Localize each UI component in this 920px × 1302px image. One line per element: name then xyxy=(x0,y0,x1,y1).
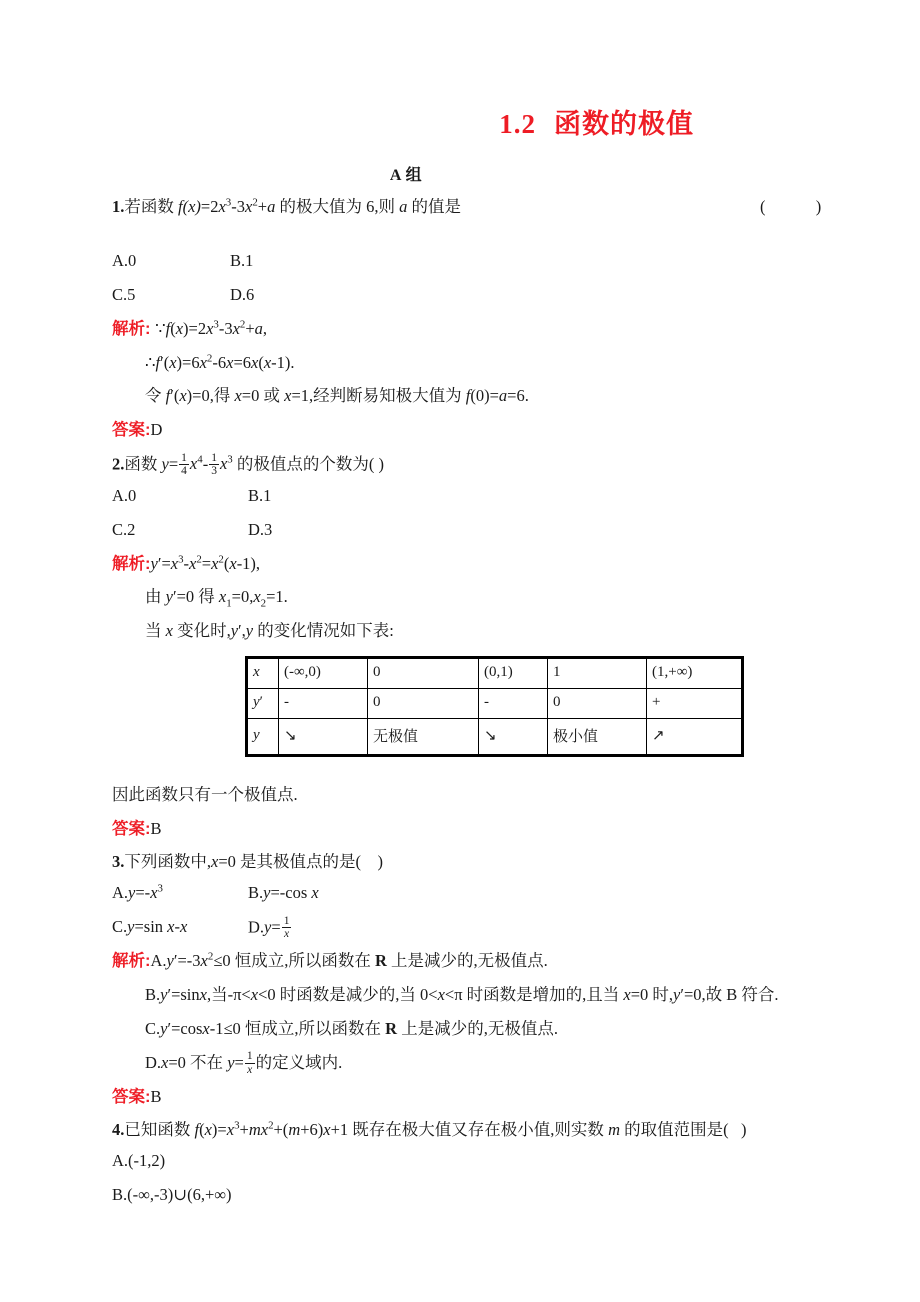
option-3c-label: C. xyxy=(112,917,128,937)
table-cell-r2c6: + xyxy=(647,688,743,718)
question-3-solution-line-2 xyxy=(112,983,812,1008)
table-cell-r2c5: 0 xyxy=(548,688,647,718)
table-cell-r3c5: 极小值 xyxy=(548,718,647,755)
table-cell-r3c1: y xyxy=(247,718,279,755)
option-1c[interactable]: C.5 xyxy=(112,285,136,305)
option-3c[interactable]: C.y=sin x-x xyxy=(112,917,188,937)
option-3b-label: B. xyxy=(248,883,264,903)
table-cell-r3c4: ↘ xyxy=(479,718,548,755)
solution-3-body-2: B.y′=sinx,当-π<x<0 时函数是减少的,当 0<x<π 时函数是增加的,且当 x=0 时,y′=0,故 B 符合. xyxy=(145,984,779,1004)
solution-3-body-1: $A.y'=-3x^2\le 0$ 恒成立,所以函数在 R 上是减少的,无极值点. xyxy=(150,950,548,971)
question-2-solution-line-1 xyxy=(112,552,812,577)
question-4-option-b[interactable] xyxy=(112,1183,812,1208)
solution-2-body-3: 当 x 变化时,y′,y 的变化情况如下表: xyxy=(145,621,394,641)
question-2-conclusion xyxy=(112,783,812,808)
question-4-stem xyxy=(112,1118,812,1142)
question-2-x4: $x^4$ xyxy=(189,453,203,474)
question-1-eq: $=2x^3-3x^2+a$ 的极大值为 6,则 a 的值是 xyxy=(200,196,461,217)
option-3d-label: D. xyxy=(248,917,265,937)
question-1-solution-line-2 xyxy=(112,351,812,376)
solution-2-body-2: 由 y′=0 得 $x_1=0,x_2=1$. xyxy=(145,587,288,610)
table-cell-r3c2: ↘ xyxy=(279,718,368,755)
question-2-options-row-1 xyxy=(112,484,812,509)
table-cell-r2c1: y′ xyxy=(247,688,279,718)
solution-1-body-2: $\therefore f'(x)=6x^2-6x=6x(x-1)$. xyxy=(145,352,295,372)
table-cell-r2c2: - xyxy=(279,688,368,718)
question-4-option-a[interactable] xyxy=(112,1149,812,1174)
table-cell-r1c4: (0,1) xyxy=(479,657,548,688)
question-3-solution-line-1 xyxy=(112,949,812,974)
table-cell-r1c5: 1 xyxy=(548,657,647,688)
question-2-fraction-1: $\frac{1}{4}$ xyxy=(181,451,187,477)
question-2-stem xyxy=(112,452,812,477)
solution-label-3: 解析: xyxy=(112,952,151,971)
question-2-x3: $x^3$ xyxy=(219,453,233,474)
table-cell-r3c3: 无极值 xyxy=(368,718,479,755)
table-cell-r2c4: - xyxy=(479,688,548,718)
variation-table-wrapper xyxy=(245,656,812,757)
question-2-solution-line-2 xyxy=(112,585,812,610)
question-3-options-row-2 xyxy=(112,915,812,940)
conclusion-2-text: 因此函数只有一个极值点. xyxy=(112,784,298,804)
option-1a[interactable]: A.0 xyxy=(112,251,137,271)
solution-3-fraction: $\frac{1}{x}$ xyxy=(246,1050,253,1076)
option-3d[interactable]: D.y= $\frac{1}{x}$ xyxy=(248,914,290,941)
question-4-number: 4. xyxy=(112,1120,125,1140)
solution-3-body-4: D.x=0 不在 y= $\frac{1}{x}$ 的定义域内. xyxy=(145,1050,343,1076)
question-2-stem-pre: 函数 y= xyxy=(124,454,179,474)
option-2a[interactable]: A.0 xyxy=(112,486,137,506)
option-4a: A.(-1,2) xyxy=(112,1151,166,1171)
solution-3-body-3: C.y′=cosx-1≤0 恒成立,所以函数在 R 上是减少的,无极值点. xyxy=(145,1018,558,1038)
option-3a-label: A. xyxy=(112,883,129,903)
question-3-solution-line-4 xyxy=(112,1050,812,1075)
question-1-stem xyxy=(112,195,836,219)
question-2-options-row-2 xyxy=(112,518,812,543)
option-3b[interactable]: B.y=-cos x xyxy=(248,883,319,903)
table-cell-r1c2: (-∞,0) xyxy=(279,657,368,688)
question-2-stem-post: 的极值点的个数为( ) xyxy=(232,454,384,474)
question-3-answer xyxy=(112,1085,812,1110)
option-4b: B.(-∞,-3)∪(6,+∞) xyxy=(112,1185,232,1205)
table-cell-r2c3: 0 xyxy=(368,688,479,718)
page-content xyxy=(112,108,836,1217)
question-1-stem-pre: 若函数 xyxy=(124,197,178,217)
solution-label-2: 解析: xyxy=(112,554,151,573)
question-1-number: 1. xyxy=(112,197,125,217)
table-cell-r3c6: ↗ xyxy=(647,718,743,755)
option-3a[interactable]: $A.y=-x^3$ xyxy=(112,882,163,903)
variation-table xyxy=(245,656,744,757)
solution-2-body-1: $y'=x^3-x^2=x^2(x-1)$, xyxy=(150,553,261,573)
table-cell-r1c6: (1,+∞) xyxy=(647,657,743,688)
option-2c[interactable]: C.2 xyxy=(112,519,136,539)
solution-1-body-1: $\because f(x)=2x^3-3x^2+a$, xyxy=(155,318,268,338)
question-1-answer xyxy=(112,418,812,443)
option-1d[interactable]: D.6 xyxy=(230,285,255,305)
question-1-solution-line-3 xyxy=(112,384,812,409)
table-cell-r1c1: x xyxy=(247,657,279,688)
group-heading: A 组 xyxy=(389,167,423,185)
option-2d[interactable]: D.3 xyxy=(248,519,273,539)
question-2-answer xyxy=(112,817,812,842)
option-2b[interactable]: B.1 xyxy=(248,486,272,506)
question-1-options-row-1 xyxy=(112,249,812,274)
answer-label-3: 答案: xyxy=(112,1087,151,1106)
answer-3-value: B xyxy=(150,1086,162,1106)
question-3-stem xyxy=(112,850,812,874)
option-3d-fraction: $\frac{1}{x}$ xyxy=(283,914,290,941)
question-4-stem-text: 已知函数 $f(x)=x^3+mx^2+(m+6)x+1$ 既存在极大值又存在极小值,则实数 m 的取值范围是( ) xyxy=(124,1119,747,1140)
question-1-solution-line-1 xyxy=(112,317,812,342)
question-3-number: 3. xyxy=(112,852,125,872)
option-1b[interactable]: B.1 xyxy=(230,251,254,271)
answer-label-2: 答案: xyxy=(112,819,151,838)
question-2-minus: - xyxy=(202,454,209,474)
answer-label-1: 答案: xyxy=(112,421,151,440)
table-row xyxy=(247,657,743,688)
question-1-fx: f(x) xyxy=(178,197,201,217)
question-2-solution-line-3 xyxy=(112,619,812,644)
page-title xyxy=(112,108,812,140)
answer-1-value: D xyxy=(150,420,163,440)
table-cell-r1c3: 0 xyxy=(368,657,479,688)
question-3-solution-line-3 xyxy=(112,1017,812,1042)
table-row xyxy=(247,688,743,718)
question-1-options-row-2 xyxy=(112,283,812,308)
question-1-answer-parens: ( ) xyxy=(760,197,836,217)
table-row xyxy=(247,718,743,755)
answer-2-value: B xyxy=(150,818,162,838)
page-title-number: 1.2 xyxy=(499,109,536,139)
solution-label-1: 解析: xyxy=(112,319,156,338)
question-2-fraction-2: $\frac{1}{3}$ xyxy=(211,451,217,477)
question-3-stem-text: 下列函数中,x=0 是其极值点的是( ) xyxy=(124,852,383,872)
page-title-text: 函数的极值 xyxy=(554,109,694,139)
solution-1-body-3: 令 f′(x)=0,得 x=0 或 x=1,经判断易知极大值为 f(0)=a=6. xyxy=(145,386,529,406)
question-2-number: 2. xyxy=(112,454,125,474)
question-3-options-row-1 xyxy=(112,881,812,906)
